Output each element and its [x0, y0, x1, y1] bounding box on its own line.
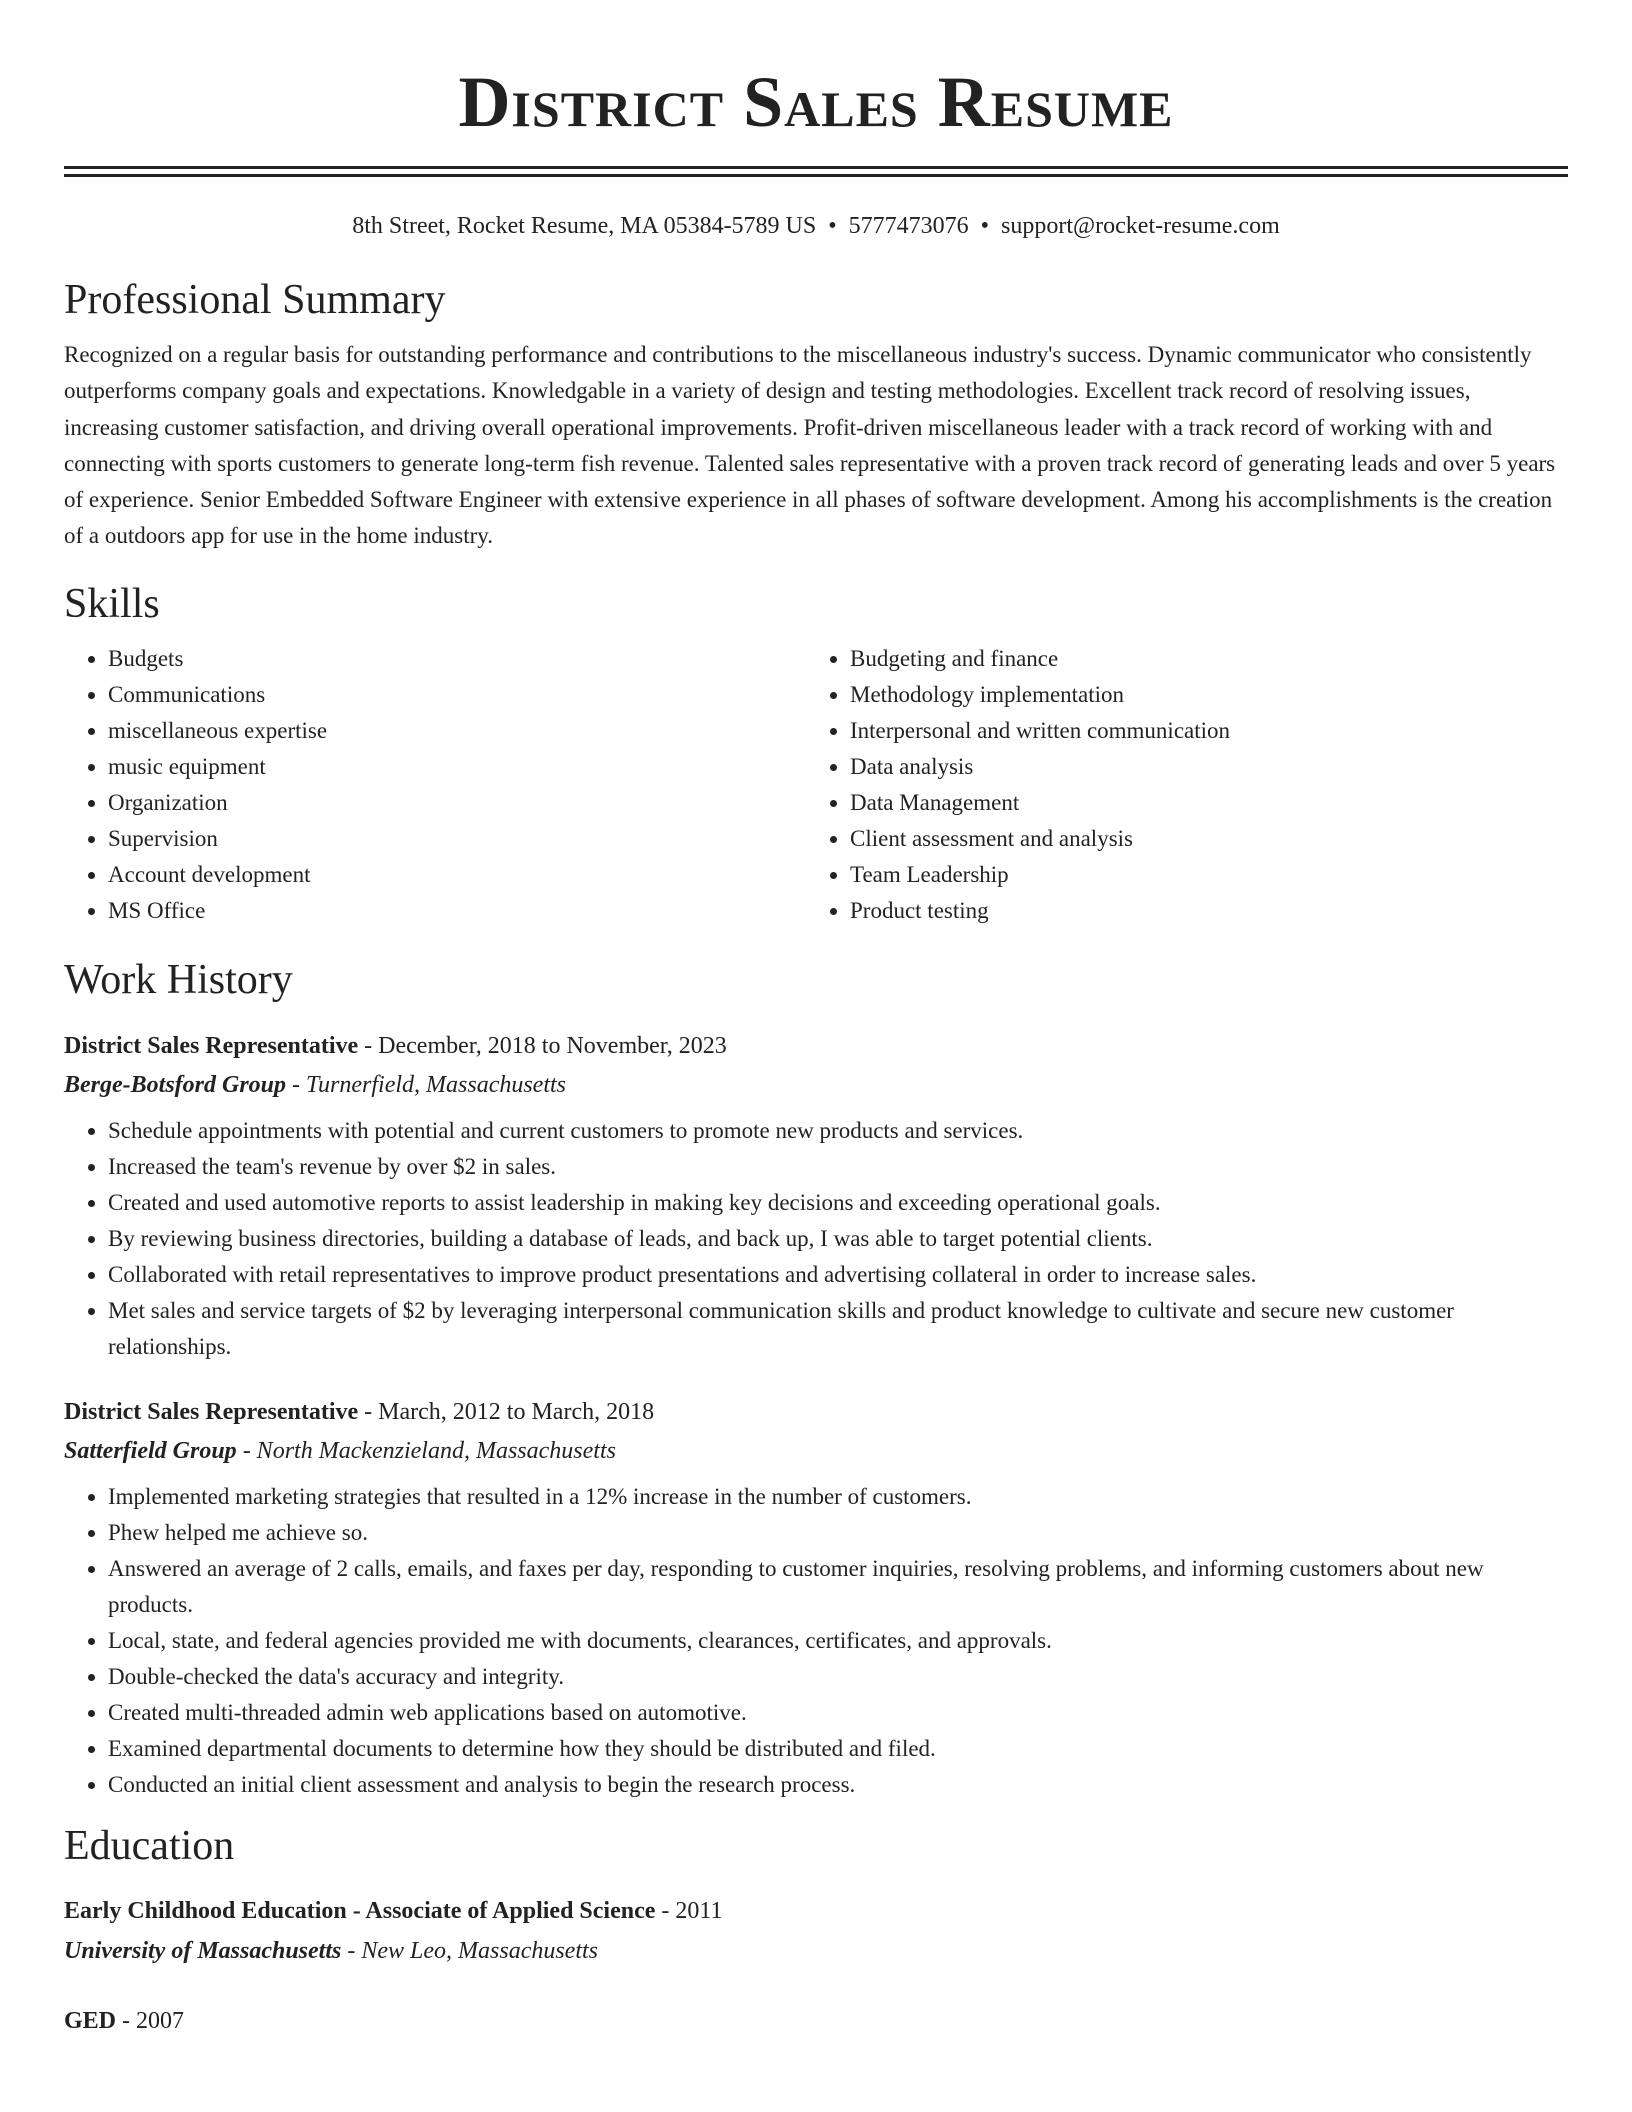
skill-item: • Client assessment and analysis [850, 821, 1548, 857]
job-bullet: • Implemented marketing strategies that resulted in a 12% increase in the number of customers. [108, 1479, 1568, 1515]
job-bullet: • Created and used automotive reports to assist leadership in making key decisions and exceeding operational goals. [108, 1185, 1568, 1221]
education-school-line [64, 1931, 1568, 1971]
education-heading: Education [64, 1822, 235, 1869]
job-company: Satterfield Group [64, 1437, 237, 1464]
skills-list-left [64, 641, 806, 929]
job-entry [64, 1393, 1568, 1803]
contact-separator: • [980, 213, 990, 239]
job-location: - North Mackenzieland, Massachusetts [236, 1437, 616, 1464]
skill-item: • Data analysis [850, 749, 1548, 785]
job-bullet: • Double-checked the data's accuracy and integrity. [108, 1659, 1568, 1695]
title-double-rule [64, 166, 1568, 177]
education-school: University of Massachusetts [64, 1937, 342, 1964]
skill-item: • Budgets [108, 641, 806, 677]
job-bullet: • Collaborated with retail representatives to improve product presentations and advertising collateral in order to increase sales. [108, 1257, 1568, 1293]
skills-list-right [806, 641, 1548, 929]
education-degree: Early Childhood Education - Associate of Applied Science [64, 1897, 656, 1924]
contact-address: 8th Street, Rocket Resume, MA 05384-5789 US [352, 213, 817, 239]
job-bullet: • Conducted an initial client assessment and analysis to begin the research process. [108, 1767, 1568, 1803]
resume-title: District Sales Resume [458, 62, 1174, 142]
job-bullet: • Phew helped me achieve so. [108, 1515, 1568, 1551]
job-location: - Turnerfield, Massachusetts [286, 1071, 567, 1098]
job-company-line [64, 1065, 1568, 1105]
contact-email: support@rocket-resume.com [1001, 213, 1280, 239]
skills-columns [64, 641, 1568, 929]
job-title: District Sales Representative [64, 1398, 359, 1425]
skill-item: • Data Management [850, 785, 1548, 821]
contact-separator: • [828, 213, 837, 239]
skills-heading: Skills [64, 580, 160, 627]
education-entry [64, 1891, 1568, 1971]
skill-item: • Budgeting and finance [850, 641, 1548, 677]
job-company-line [64, 1431, 1568, 1471]
job-bullets [64, 1113, 1568, 1365]
summary-text: Recognized on a regular basis for outstanding performance and contributions to the miscellaneous industry's success. Dynamic communicator who consistently outperforms company goals and expectations. Knowledgable in a variety of design and testing methodologies. Excellent track record of resolving issues, increasing customer satisfaction, and driving overall operational improvements. Profit-driven miscellaneous leader with a track record of working with and connecting with sports customers to generate long-term fish revenue. Talented sales representative with a proven track record of generating leads and over 5 years of experience. Senior Embedded Software Engineer with extensive experience in all phases of software development. Among his accomplishments is the creation of a outdoors app for use in the home industry. [64, 342, 1556, 549]
skill-item: • Methodology implementation [850, 677, 1548, 713]
skill-item: • Interpersonal and written communication [850, 713, 1548, 749]
skill-item: • music equipment [108, 749, 806, 785]
skill-item: • miscellaneous expertise [108, 713, 806, 749]
summary-heading: Professional Summary [64, 277, 446, 323]
skill-item: • Product testing [850, 893, 1548, 929]
skill-item: • Supervision [108, 821, 806, 857]
contact-phone: 5777473076 [848, 213, 969, 239]
education-entry [64, 2001, 1568, 2041]
job-bullet: • By reviewing business directories, building a database of leads, and back up, I was able to target potential clients. [108, 1221, 1568, 1257]
work-history-heading: Work History [64, 956, 293, 1003]
skill-item: • Account development [108, 857, 806, 893]
job-bullet: • Local, state, and federal agencies provided me with documents, clearances, certificates, and approvals. [108, 1623, 1568, 1659]
job-company: Berge-Botsford Group [64, 1071, 287, 1098]
education-location: - New Leo, Massachusetts [341, 1937, 599, 1964]
job-entry [64, 1027, 1568, 1365]
job-title-line [64, 1027, 1568, 1065]
education-year: - 2007 [116, 2007, 185, 2034]
skill-item: • Organization [108, 785, 806, 821]
job-bullet: • Examined departmental documents to determine how they should be distributed and filed. [108, 1731, 1568, 1767]
job-bullet: • Schedule appointments with potential and current customers to promote new products and services. [108, 1113, 1568, 1149]
education-degree-line [64, 1891, 1568, 1931]
job-bullet: • Answered an average of 2 calls, emails, and faxes per day, responding to customer inquiries, resolving problems, and informing customers about new products. [108, 1551, 1568, 1623]
job-dates: - December, 2018 to November, 2023 [358, 1032, 727, 1059]
job-title-line [64, 1393, 1568, 1431]
job-bullet: • Created multi-threaded admin web applications based on automotive. [108, 1695, 1568, 1731]
contact-line [64, 211, 1568, 241]
skill-item: • MS Office [108, 893, 806, 929]
job-bullet: • Increased the team's revenue by over $2 in sales. [108, 1149, 1568, 1185]
resume-page [64, 0, 1568, 2041]
job-title: District Sales Representative [64, 1032, 359, 1059]
job-bullet: • Met sales and service targets of $2 by leveraging interpersonal communication skills and product knowledge to cultivate and secure new customer relationships. [108, 1293, 1568, 1365]
job-bullets [64, 1479, 1568, 1803]
job-dates: - March, 2012 to March, 2018 [358, 1398, 655, 1425]
education-year: - 2011 [655, 1897, 723, 1924]
skill-item: • Team Leadership [850, 857, 1548, 893]
skill-item: • Communications [108, 677, 806, 713]
education-degree: GED [64, 2007, 117, 2034]
